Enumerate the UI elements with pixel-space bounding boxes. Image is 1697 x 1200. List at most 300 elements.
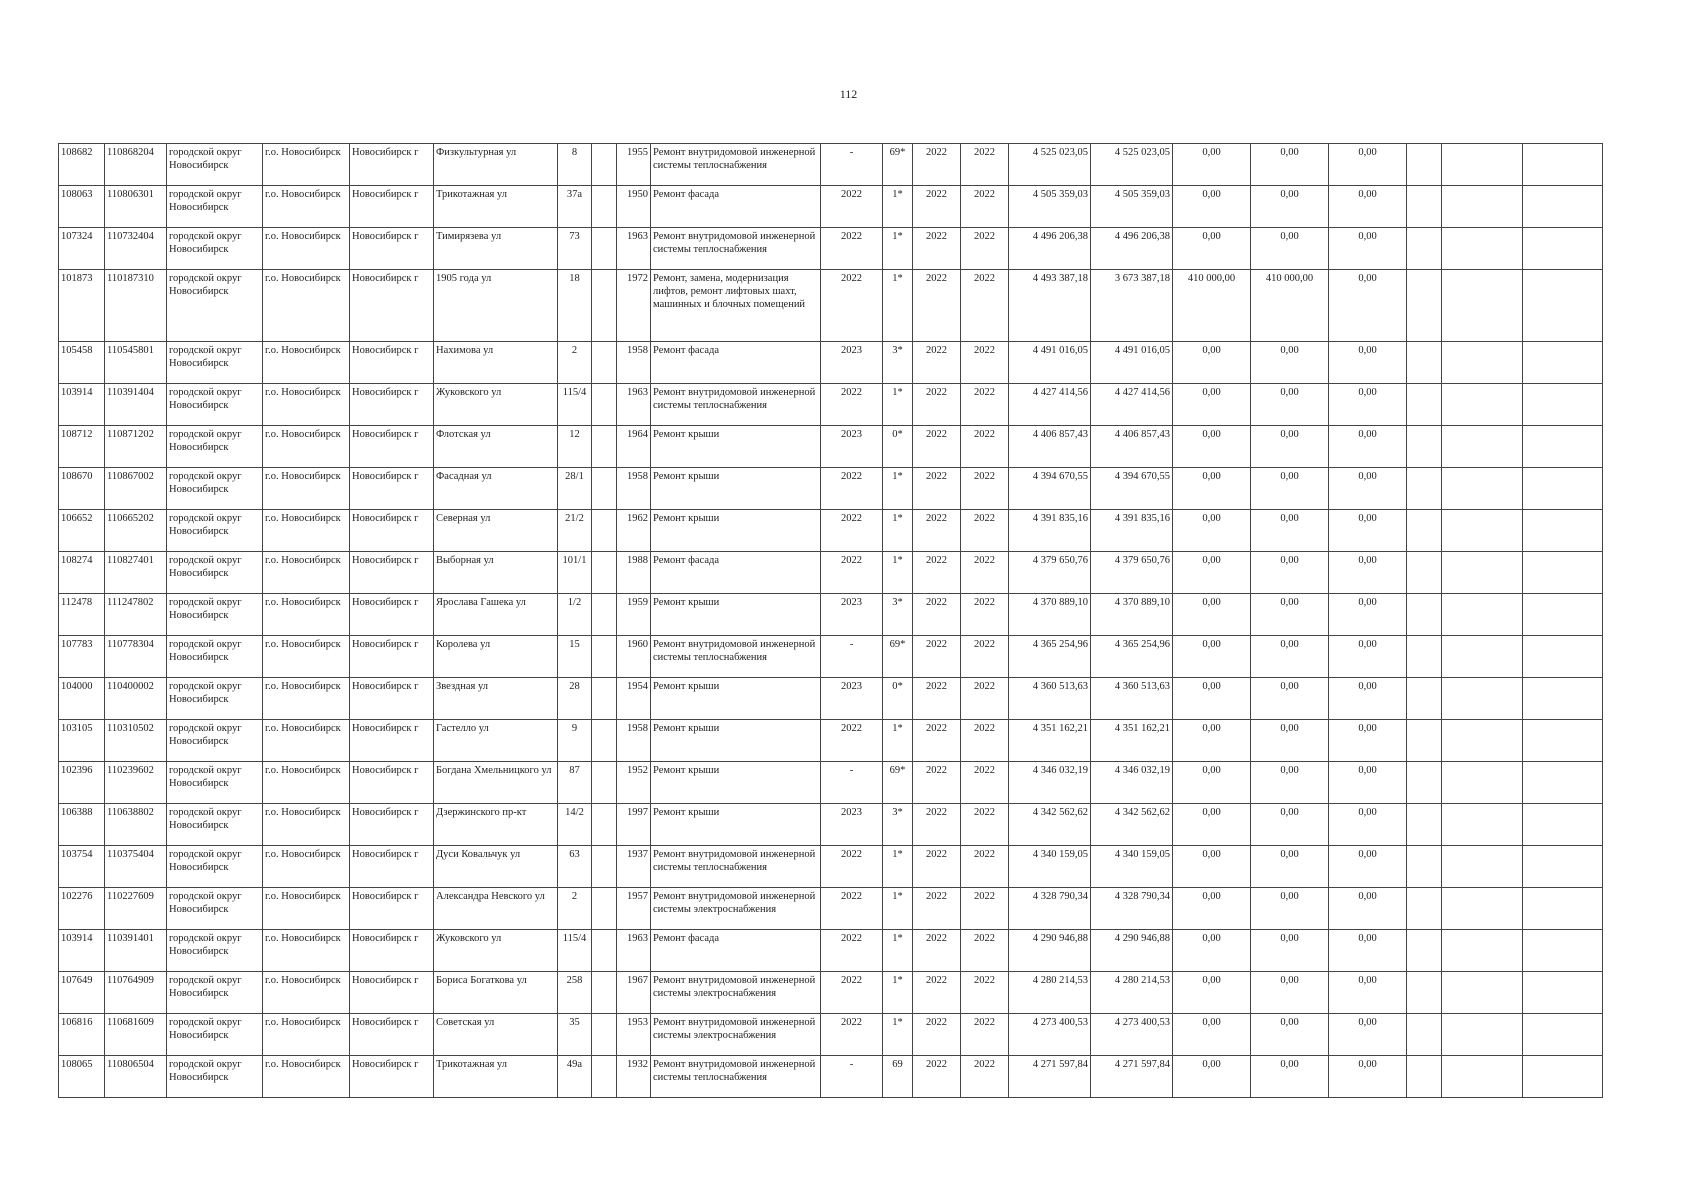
flag-cell: 1* — [883, 720, 913, 762]
record-id-cell: 104000 — [59, 678, 105, 720]
amount-2-cell: 0,00 — [1251, 762, 1329, 804]
empty-cell — [1407, 426, 1442, 468]
total-cost-cell: 4 379 650,76 — [1009, 552, 1091, 594]
municipality-cell: г.о. Новосибирск — [263, 720, 350, 762]
house-code-cell: 111247802 — [105, 594, 167, 636]
table-row — [59, 804, 1603, 846]
city-cell: Новосибирск г — [350, 1014, 434, 1056]
amount-2-cell: 0,00 — [1251, 636, 1329, 678]
district-cell: городской округ Новосибирск — [167, 228, 263, 270]
city-cell: Новосибирск г — [350, 804, 434, 846]
total-cost-cell: 4 290 946,88 — [1009, 930, 1091, 972]
empty-cell — [1442, 384, 1523, 426]
start-year-cell: 2022 — [913, 342, 961, 384]
total-cost-cell: 4 342 562,62 — [1009, 804, 1091, 846]
fund-cost-cell: 3 673 387,18 — [1091, 270, 1173, 342]
fund-cost-cell: 4 491 016,05 — [1091, 342, 1173, 384]
start-year-cell: 2022 — [913, 594, 961, 636]
end-year-cell: 2022 — [961, 678, 1009, 720]
flag-cell: 1* — [883, 270, 913, 342]
empty-cell — [1407, 552, 1442, 594]
district-cell: городской округ Новосибирск — [167, 552, 263, 594]
start-year-cell: 2022 — [913, 552, 961, 594]
amount-1-cell: 0,00 — [1173, 636, 1251, 678]
empty-cell — [1407, 720, 1442, 762]
empty-cell — [1442, 144, 1523, 186]
house-code-cell: 110310502 — [105, 720, 167, 762]
end-year-cell: 2022 — [961, 636, 1009, 678]
build-year-cell: 1963 — [617, 384, 651, 426]
amount-2-cell: 0,00 — [1251, 342, 1329, 384]
amount-1-cell: 0,00 — [1173, 762, 1251, 804]
fund-cost-cell: 4 365 254,96 — [1091, 636, 1173, 678]
build-year-cell: 1950 — [617, 186, 651, 228]
start-year-cell: 2022 — [913, 144, 961, 186]
district-cell: городской округ Новосибирск — [167, 972, 263, 1014]
page-number: 112 — [839, 87, 858, 101]
fund-cost-cell: 4 370 889,10 — [1091, 594, 1173, 636]
empty-cell — [1407, 846, 1442, 888]
start-year-cell: 2022 — [913, 468, 961, 510]
district-cell: городской округ Новосибирск — [167, 426, 263, 468]
work-type-cell: Ремонт крыши — [651, 720, 821, 762]
street-cell: Дуси Ковальчук ул — [434, 846, 558, 888]
fund-cost-cell: 4 505 359,03 — [1091, 186, 1173, 228]
table-row — [59, 228, 1603, 270]
house-code-cell: 110187310 — [105, 270, 167, 342]
record-id-cell: 103105 — [59, 720, 105, 762]
table-row — [59, 1014, 1603, 1056]
amount-3-cell: 0,00 — [1329, 930, 1407, 972]
record-id-cell: 103914 — [59, 384, 105, 426]
amount-3-cell: 0,00 — [1329, 552, 1407, 594]
fund-cost-cell: 4 340 159,05 — [1091, 846, 1173, 888]
empty-cell — [1442, 1056, 1523, 1098]
city-cell: Новосибирск г — [350, 930, 434, 972]
end-year-cell: 2022 — [961, 144, 1009, 186]
amount-1-cell: 0,00 — [1173, 720, 1251, 762]
amount-1-cell: 0,00 — [1173, 846, 1251, 888]
city-cell: Новосибирск г — [350, 144, 434, 186]
empty-cell — [1407, 342, 1442, 384]
plan-year-cell: 2022 — [821, 1014, 883, 1056]
amount-1-cell: 0,00 — [1173, 510, 1251, 552]
empty-cell — [1523, 636, 1603, 678]
start-year-cell: 2022 — [913, 1014, 961, 1056]
house-number-cell: 87 — [558, 762, 592, 804]
fund-cost-cell: 4 379 650,76 — [1091, 552, 1173, 594]
house-code-cell: 110871202 — [105, 426, 167, 468]
empty-cell — [1442, 552, 1523, 594]
record-id-cell: 106816 — [59, 1014, 105, 1056]
plan-year-cell: 2022 — [821, 186, 883, 228]
build-year-cell: 1953 — [617, 1014, 651, 1056]
empty-cell — [1523, 384, 1603, 426]
start-year-cell: 2022 — [913, 888, 961, 930]
empty-cell — [1407, 762, 1442, 804]
build-year-cell: 1963 — [617, 228, 651, 270]
work-type-cell: Ремонт фасада — [651, 930, 821, 972]
table-row — [59, 636, 1603, 678]
amount-3-cell: 0,00 — [1329, 1014, 1407, 1056]
empty-cell — [1523, 228, 1603, 270]
end-year-cell: 2022 — [961, 228, 1009, 270]
plan-year-cell: 2022 — [821, 468, 883, 510]
record-id-cell: 108682 — [59, 144, 105, 186]
start-year-cell: 2022 — [913, 186, 961, 228]
amount-3-cell: 0,00 — [1329, 468, 1407, 510]
build-year-cell: 1955 — [617, 144, 651, 186]
record-id-cell: 102396 — [59, 762, 105, 804]
record-id-cell: 108063 — [59, 186, 105, 228]
flag-cell: 0* — [883, 426, 913, 468]
district-cell: городской округ Новосибирск — [167, 804, 263, 846]
amount-2-cell: 0,00 — [1251, 468, 1329, 510]
empty-cell — [1442, 888, 1523, 930]
table-row — [59, 678, 1603, 720]
empty-cell — [1523, 1014, 1603, 1056]
district-cell: городской округ Новосибирск — [167, 720, 263, 762]
table-row — [59, 930, 1603, 972]
flag-cell: 1* — [883, 552, 913, 594]
empty-cell — [1523, 594, 1603, 636]
fund-cost-cell: 4 394 670,55 — [1091, 468, 1173, 510]
amount-2-cell: 0,00 — [1251, 594, 1329, 636]
district-cell: городской округ Новосибирск — [167, 384, 263, 426]
plan-year-cell: 2022 — [821, 846, 883, 888]
municipality-cell: г.о. Новосибирск — [263, 144, 350, 186]
flag-cell: 3* — [883, 594, 913, 636]
empty-cell — [1442, 720, 1523, 762]
flag-cell: 1* — [883, 972, 913, 1014]
fund-cost-cell: 4 391 835,16 — [1091, 510, 1173, 552]
work-type-cell: Ремонт, замена, модернизация лифтов, ремонт лифтовых шахт, машинных и блочных помещений — [651, 270, 821, 342]
fund-cost-cell: 4 496 206,38 — [1091, 228, 1173, 270]
record-id-cell: 112478 — [59, 594, 105, 636]
amount-1-cell: 0,00 — [1173, 552, 1251, 594]
empty-cell — [592, 510, 617, 552]
street-cell: Дзержинского пр-кт — [434, 804, 558, 846]
end-year-cell: 2022 — [961, 1014, 1009, 1056]
table-row — [59, 426, 1603, 468]
total-cost-cell: 4 351 162,21 — [1009, 720, 1091, 762]
build-year-cell: 1952 — [617, 762, 651, 804]
start-year-cell: 2022 — [913, 384, 961, 426]
amount-2-cell: 0,00 — [1251, 804, 1329, 846]
street-cell: Бориса Богаткова ул — [434, 972, 558, 1014]
table-row — [59, 270, 1603, 342]
capital-repair-table — [58, 143, 1603, 1098]
build-year-cell: 1957 — [617, 888, 651, 930]
street-cell: Богдана Хмельницкого ул — [434, 762, 558, 804]
empty-cell — [1523, 510, 1603, 552]
record-id-cell: 108670 — [59, 468, 105, 510]
empty-cell — [1442, 186, 1523, 228]
city-cell: Новосибирск г — [350, 888, 434, 930]
empty-cell — [592, 804, 617, 846]
house-number-cell: 2 — [558, 342, 592, 384]
end-year-cell: 2022 — [961, 594, 1009, 636]
end-year-cell: 2022 — [961, 888, 1009, 930]
municipality-cell: г.о. Новосибирск — [263, 972, 350, 1014]
plan-year-cell: 2022 — [821, 930, 883, 972]
build-year-cell: 1967 — [617, 972, 651, 1014]
total-cost-cell: 4 427 414,56 — [1009, 384, 1091, 426]
amount-2-cell: 0,00 — [1251, 888, 1329, 930]
record-id-cell: 108712 — [59, 426, 105, 468]
fund-cost-cell: 4 280 214,53 — [1091, 972, 1173, 1014]
end-year-cell: 2022 — [961, 804, 1009, 846]
table-row — [59, 468, 1603, 510]
total-cost-cell: 4 360 513,63 — [1009, 678, 1091, 720]
empty-cell — [1523, 468, 1603, 510]
amount-3-cell: 0,00 — [1329, 804, 1407, 846]
empty-cell — [1442, 930, 1523, 972]
start-year-cell: 2022 — [913, 678, 961, 720]
work-type-cell: Ремонт внутридомовой инженерной системы теплоснабжения — [651, 228, 821, 270]
record-id-cell: 103914 — [59, 930, 105, 972]
district-cell: городской округ Новосибирск — [167, 846, 263, 888]
amount-3-cell: 0,00 — [1329, 270, 1407, 342]
record-id-cell: 106388 — [59, 804, 105, 846]
plan-year-cell: - — [821, 144, 883, 186]
house-number-cell: 28 — [558, 678, 592, 720]
empty-cell — [1523, 552, 1603, 594]
amount-2-cell: 0,00 — [1251, 552, 1329, 594]
flag-cell: 1* — [883, 1014, 913, 1056]
street-cell: Физкультурная ул — [434, 144, 558, 186]
empty-cell — [592, 720, 617, 762]
empty-cell — [1407, 972, 1442, 1014]
amount-1-cell: 0,00 — [1173, 804, 1251, 846]
empty-cell — [1407, 678, 1442, 720]
empty-cell — [592, 594, 617, 636]
amount-3-cell: 0,00 — [1329, 426, 1407, 468]
flag-cell: 69* — [883, 636, 913, 678]
amount-1-cell: 0,00 — [1173, 384, 1251, 426]
table-row — [59, 384, 1603, 426]
end-year-cell: 2022 — [961, 342, 1009, 384]
total-cost-cell: 4 394 670,55 — [1009, 468, 1091, 510]
record-id-cell: 107783 — [59, 636, 105, 678]
build-year-cell: 1958 — [617, 720, 651, 762]
amount-3-cell: 0,00 — [1329, 342, 1407, 384]
empty-cell — [1407, 594, 1442, 636]
build-year-cell: 1964 — [617, 426, 651, 468]
house-number-cell: 37а — [558, 186, 592, 228]
empty-cell — [592, 930, 617, 972]
empty-cell — [1407, 228, 1442, 270]
build-year-cell: 1997 — [617, 804, 651, 846]
house-code-cell: 110827401 — [105, 552, 167, 594]
street-cell: Северная ул — [434, 510, 558, 552]
plan-year-cell: 2022 — [821, 228, 883, 270]
end-year-cell: 2022 — [961, 762, 1009, 804]
city-cell: Новосибирск г — [350, 342, 434, 384]
house-number-cell: 21/2 — [558, 510, 592, 552]
house-number-cell: 63 — [558, 846, 592, 888]
end-year-cell: 2022 — [961, 720, 1009, 762]
empty-cell — [1523, 270, 1603, 342]
flag-cell: 69* — [883, 762, 913, 804]
street-cell: 1905 года ул — [434, 270, 558, 342]
total-cost-cell: 4 391 835,16 — [1009, 510, 1091, 552]
amount-2-cell: 0,00 — [1251, 930, 1329, 972]
municipality-cell: г.о. Новосибирск — [263, 930, 350, 972]
empty-cell — [1407, 144, 1442, 186]
empty-cell — [1407, 1056, 1442, 1098]
flag-cell: 0* — [883, 678, 913, 720]
empty-cell — [1407, 384, 1442, 426]
end-year-cell: 2022 — [961, 468, 1009, 510]
street-cell: Королева ул — [434, 636, 558, 678]
district-cell: городской округ Новосибирск — [167, 762, 263, 804]
amount-3-cell: 0,00 — [1329, 1056, 1407, 1098]
amount-1-cell: 410 000,00 — [1173, 270, 1251, 342]
empty-cell — [1523, 186, 1603, 228]
record-id-cell: 102276 — [59, 888, 105, 930]
amount-1-cell: 0,00 — [1173, 228, 1251, 270]
start-year-cell: 2022 — [913, 228, 961, 270]
empty-cell — [1523, 678, 1603, 720]
plan-year-cell: 2023 — [821, 804, 883, 846]
district-cell: городской округ Новосибирск — [167, 1014, 263, 1056]
flag-cell: 1* — [883, 846, 913, 888]
amount-1-cell: 0,00 — [1173, 972, 1251, 1014]
work-type-cell: Ремонт внутридомовой инженерной системы теплоснабжения — [651, 846, 821, 888]
fund-cost-cell: 4 351 162,21 — [1091, 720, 1173, 762]
municipality-cell: г.о. Новосибирск — [263, 888, 350, 930]
house-number-cell: 12 — [558, 426, 592, 468]
municipality-cell: г.о. Новосибирск — [263, 384, 350, 426]
house-number-cell: 18 — [558, 270, 592, 342]
table-row — [59, 888, 1603, 930]
total-cost-cell: 4 328 790,34 — [1009, 888, 1091, 930]
house-number-cell: 14/2 — [558, 804, 592, 846]
total-cost-cell: 4 505 359,03 — [1009, 186, 1091, 228]
house-code-cell: 110806301 — [105, 186, 167, 228]
work-type-cell: Ремонт крыши — [651, 426, 821, 468]
plan-year-cell: - — [821, 1056, 883, 1098]
house-number-cell: 15 — [558, 636, 592, 678]
city-cell: Новосибирск г — [350, 552, 434, 594]
build-year-cell: 1972 — [617, 270, 651, 342]
house-number-cell: 49а — [558, 1056, 592, 1098]
house-number-cell: 28/1 — [558, 468, 592, 510]
house-number-cell: 258 — [558, 972, 592, 1014]
start-year-cell: 2022 — [913, 426, 961, 468]
start-year-cell: 2022 — [913, 930, 961, 972]
empty-cell — [1523, 720, 1603, 762]
work-type-cell: Ремонт крыши — [651, 678, 821, 720]
build-year-cell: 1963 — [617, 930, 651, 972]
empty-cell — [1442, 762, 1523, 804]
plan-year-cell: 2022 — [821, 888, 883, 930]
house-code-cell: 110764909 — [105, 972, 167, 1014]
municipality-cell: г.о. Новосибирск — [263, 678, 350, 720]
house-code-cell: 110227609 — [105, 888, 167, 930]
plan-year-cell: 2022 — [821, 552, 883, 594]
house-code-cell: 110400002 — [105, 678, 167, 720]
house-code-cell: 110545801 — [105, 342, 167, 384]
build-year-cell: 1937 — [617, 846, 651, 888]
total-cost-cell: 4 365 254,96 — [1009, 636, 1091, 678]
fund-cost-cell: 4 290 946,88 — [1091, 930, 1173, 972]
plan-year-cell: 2023 — [821, 426, 883, 468]
municipality-cell: г.о. Новосибирск — [263, 270, 350, 342]
street-cell: Гастелло ул — [434, 720, 558, 762]
empty-cell — [1442, 468, 1523, 510]
start-year-cell: 2022 — [913, 804, 961, 846]
street-cell: Жуковского ул — [434, 930, 558, 972]
district-cell: городской округ Новосибирск — [167, 186, 263, 228]
start-year-cell: 2022 — [913, 1056, 961, 1098]
amount-3-cell: 0,00 — [1329, 972, 1407, 1014]
empty-cell — [1442, 804, 1523, 846]
work-type-cell: Ремонт внутридомовой инженерной системы теплоснабжения — [651, 1056, 821, 1098]
empty-cell — [1523, 846, 1603, 888]
start-year-cell: 2022 — [913, 636, 961, 678]
table-row — [59, 144, 1603, 186]
empty-cell — [1442, 636, 1523, 678]
district-cell: городской округ Новосибирск — [167, 594, 263, 636]
house-number-cell: 115/4 — [558, 930, 592, 972]
amount-1-cell: 0,00 — [1173, 426, 1251, 468]
empty-cell — [1407, 186, 1442, 228]
house-number-cell: 1/2 — [558, 594, 592, 636]
start-year-cell: 2022 — [913, 846, 961, 888]
empty-cell — [592, 270, 617, 342]
street-cell: Выборная ул — [434, 552, 558, 594]
empty-cell — [592, 144, 617, 186]
house-number-cell: 115/4 — [558, 384, 592, 426]
record-id-cell: 108065 — [59, 1056, 105, 1098]
build-year-cell: 1962 — [617, 510, 651, 552]
work-type-cell: Ремонт крыши — [651, 594, 821, 636]
table-row — [59, 1056, 1603, 1098]
district-cell: городской округ Новосибирск — [167, 636, 263, 678]
empty-cell — [592, 552, 617, 594]
empty-cell — [592, 228, 617, 270]
table-row — [59, 186, 1603, 228]
build-year-cell: 1932 — [617, 1056, 651, 1098]
end-year-cell: 2022 — [961, 930, 1009, 972]
amount-2-cell: 0,00 — [1251, 510, 1329, 552]
empty-cell — [592, 342, 617, 384]
total-cost-cell: 4 496 206,38 — [1009, 228, 1091, 270]
district-cell: городской округ Новосибирск — [167, 510, 263, 552]
municipality-cell: г.о. Новосибирск — [263, 1056, 350, 1098]
plan-year-cell: 2023 — [821, 594, 883, 636]
empty-cell — [592, 1056, 617, 1098]
empty-cell — [1442, 972, 1523, 1014]
street-cell: Звездная ул — [434, 678, 558, 720]
city-cell: Новосибирск г — [350, 720, 434, 762]
plan-year-cell: - — [821, 762, 883, 804]
flag-cell: 1* — [883, 468, 913, 510]
start-year-cell: 2022 — [913, 720, 961, 762]
street-cell: Тимирязева ул — [434, 228, 558, 270]
total-cost-cell: 4 491 016,05 — [1009, 342, 1091, 384]
district-cell: городской округ Новосибирск — [167, 144, 263, 186]
record-id-cell: 107649 — [59, 972, 105, 1014]
empty-cell — [1523, 342, 1603, 384]
build-year-cell: 1960 — [617, 636, 651, 678]
municipality-cell: г.о. Новосибирск — [263, 552, 350, 594]
street-cell: Жуковского ул — [434, 384, 558, 426]
flag-cell: 69 — [883, 1056, 913, 1098]
fund-cost-cell: 4 342 562,62 — [1091, 804, 1173, 846]
